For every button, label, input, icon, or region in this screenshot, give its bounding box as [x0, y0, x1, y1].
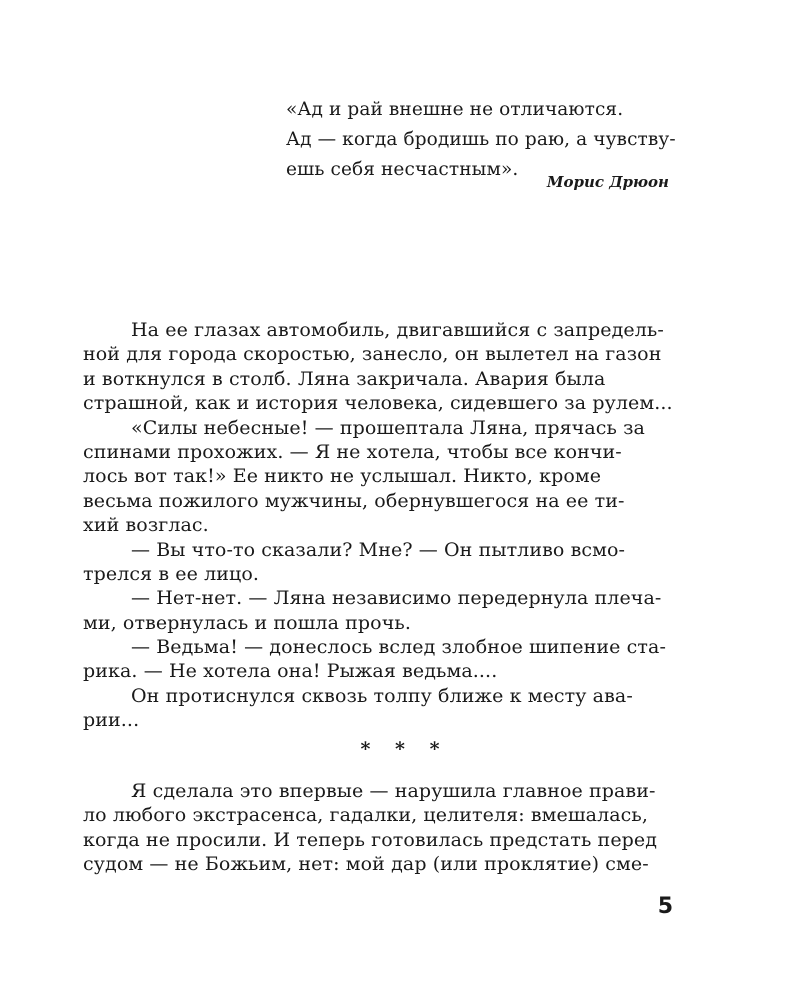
text-line: рика. — Не хотела она! Рыжая ведьма.... — [83, 660, 498, 683]
text-line: весьма пожилого мужчины, обернувшегося на ее ти- — [83, 489, 625, 512]
text-line: Я сделала это впервые — нарушила главное прави- — [131, 780, 656, 802]
text-line: трелся в ее лицо. — [83, 562, 260, 585]
section-separator: * * * — [360, 738, 449, 760]
text-line: — Ведьма! — донеслось вслед злобное шипение ста- — [131, 636, 666, 659]
text-line: На ее глазах автомобиль, двигавшийся с запредель- — [131, 319, 664, 341]
epigraph-author: Морис Дрюон — [546, 173, 669, 191]
text-line: когда не просили. И теперь готовилась предстать перед — [83, 828, 658, 851]
text-line: лось вот так!» Ее никто не услышал. Никто, кроме — [83, 465, 602, 488]
text-line: и воткнулся в столб. Ляна закричала. Авария была — [83, 367, 606, 390]
section-2-text — [83, 779, 671, 877]
text-line: страшной, как и история человека, сидевшего за рулем... — [83, 392, 673, 415]
text-line: «Силы небесные! — прошептала Ляна, прячась за — [131, 416, 645, 439]
text-line: рии... — [83, 709, 140, 732]
text-line: — Вы что-то сказали? Мне? — Он пытливо всмо- — [131, 538, 626, 561]
text-line: спинами прохожих. — Я не хотела, чтобы все кончи- — [83, 440, 622, 463]
section-1-text — [83, 318, 671, 733]
text-line: ми, отвернулась и пошла прочь. — [83, 611, 411, 634]
text-line: судом — не Божьим, нет: мой дар (или проклятие) сме- — [83, 853, 649, 876]
epigraph-line-1: «Ад и рай внешне не отличаются. — [286, 99, 624, 120]
text-line: — Нет-нет. — Ляна независимо передернула плеча- — [131, 587, 662, 610]
text-line: ло любого экстрасенса, гадалки, целителя: вмешалась, — [83, 804, 649, 827]
epigraph-line-2: Ад — когда бродишь по раю, а чувству- — [286, 129, 676, 150]
text-line: хий возглас. — [83, 514, 209, 537]
epigraph — [286, 95, 676, 191]
epigraph-line-3: ешь себя несчастным». — [286, 159, 519, 180]
text-line: Он протиснулся сквозь толпу ближе к месту ава- — [131, 684, 633, 707]
text-line: ной для города скоростью, занесло, он вылетел на газон — [83, 343, 662, 366]
page-number: 5 — [657, 894, 673, 919]
